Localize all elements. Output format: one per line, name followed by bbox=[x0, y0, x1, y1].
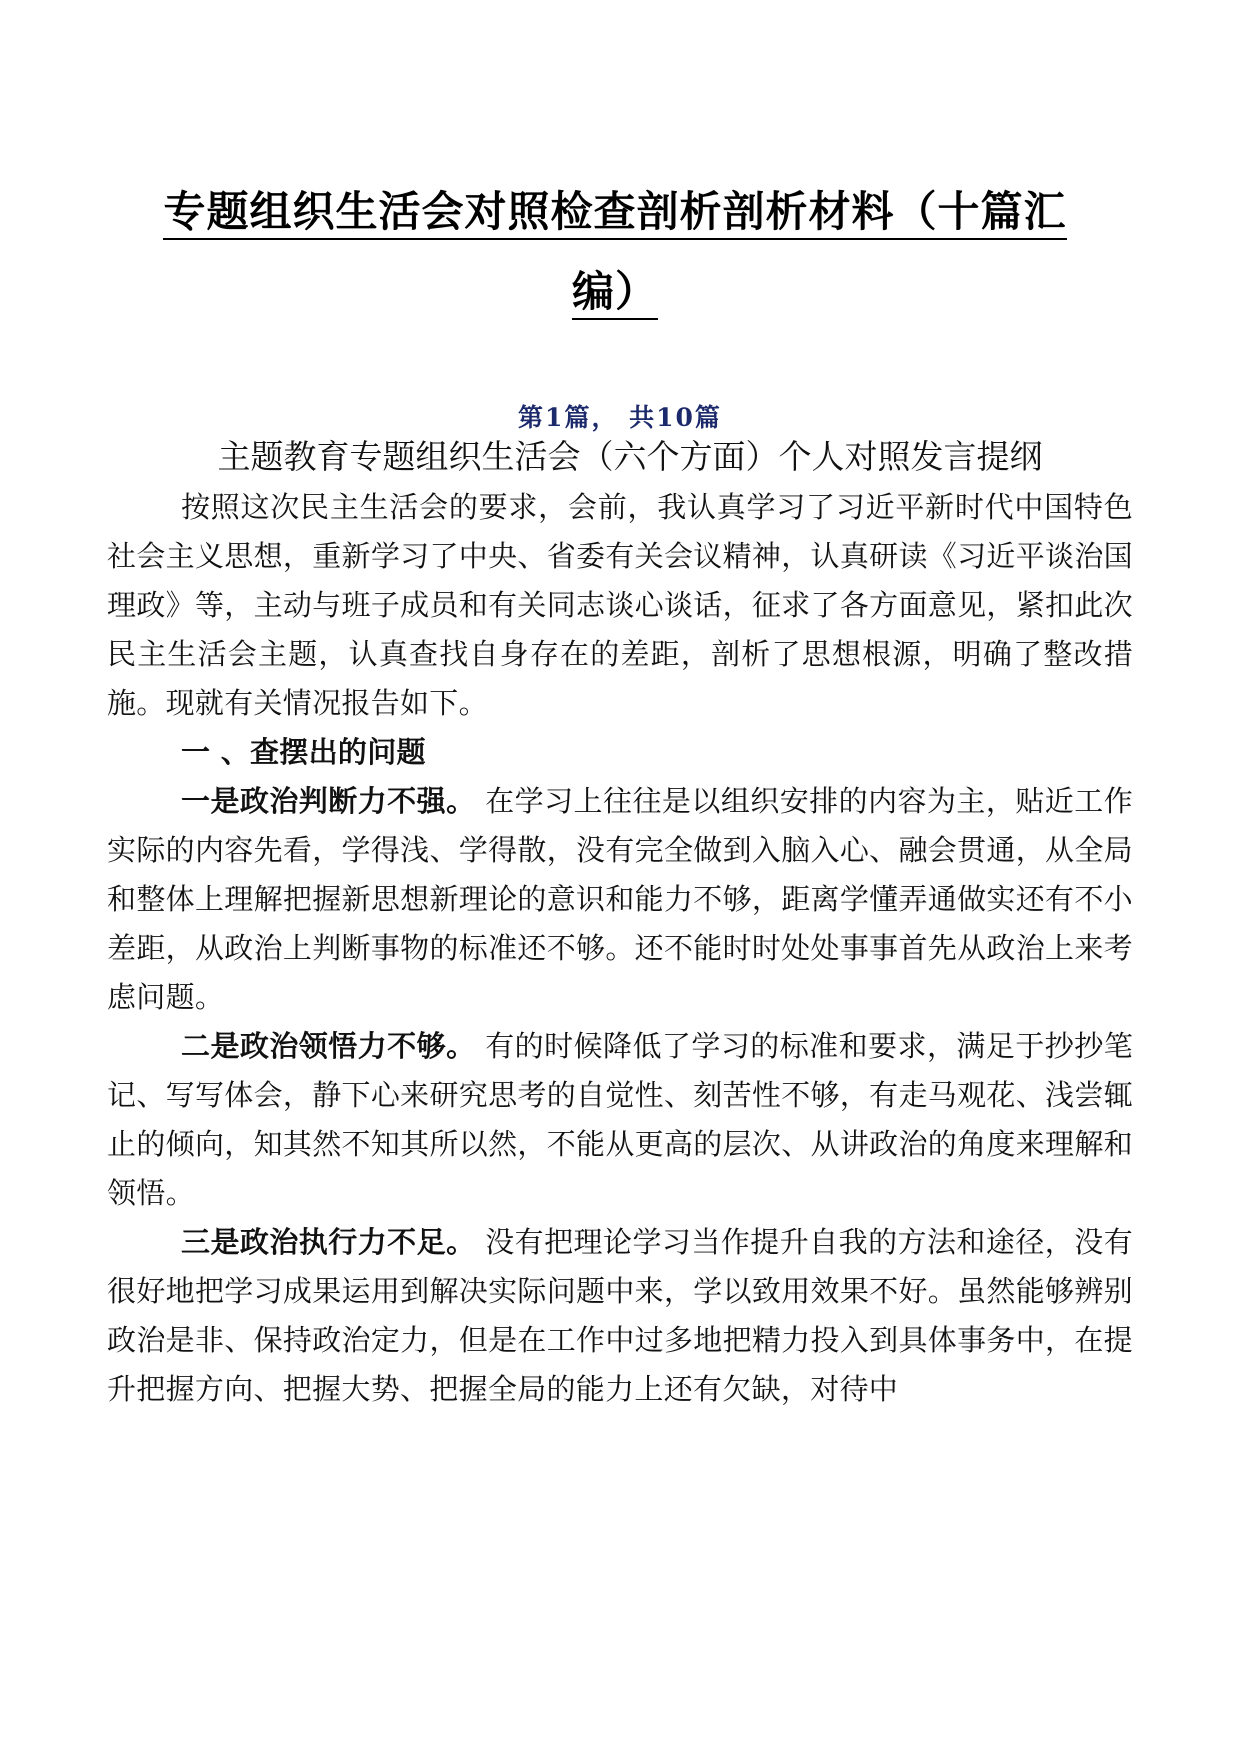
part-label: 第1篇， 共10篇 bbox=[518, 403, 722, 432]
section-heading: 一 、查摆出的问题 bbox=[181, 735, 426, 769]
document-body bbox=[107, 483, 1133, 1414]
document-title-text: 专题组织生活会对照检查剖析剖析材料（十篇汇编） bbox=[163, 187, 1066, 320]
point-text-1: 在学习上往往是以组织安排的内容为主，贴近工作实际的内容先看，学得浅、学得散，没有完全做到入脑入心、融会贯通，从全局和整体上理解把握新思想新理论的意识和能力不够，距离学懂弄通做实还有不小差距，从政治上判断事物的标准还不够。还不能时时处处事事首先从政治上来考虑问题。 bbox=[107, 784, 1133, 1014]
point-text-2: 有的时候降低了学习的标准和要求，满足于抄抄笔记、写写体会，静下心来研究思考的自觉性、刻苦性不够，有走马观花、浅尝辄止的倾向，知其然不知其所以然，不能从更高的层次、从讲政治的角度来理解和领悟。 bbox=[107, 1029, 1133, 1210]
document-title bbox=[140, 172, 1090, 332]
point-paragraph-3 bbox=[107, 1218, 1133, 1414]
intro-paragraph: 按照这次民主生活会的要求，会前，我认真学习了习近平新时代中国特色社会主义思想，重新学习了中央、省委有关会议精神，认真研读《习近平谈治国理政》等，主动与班子成员和有关同志谈心谈话，征求了各方面意见，紧扣此次民主生活会主题，认真查找自身存在的差距，剖析了思想根源，明确了整改措施。现就有关情况报告如下。 bbox=[107, 490, 1133, 720]
point-lead-1: 一是政治判断力不强。 bbox=[181, 784, 476, 818]
section-subtitle: 主题教育专题组织生活会（六个方面）个人对照发言提纲 bbox=[217, 437, 1043, 476]
point-text-3: 没有把理论学习当作提升自我的方法和途径，没有很好地把学习成果运用到解决实际问题中来，学以致用效果不好。虽然能够辨别政治是非、保持政治定力，但是在工作中过多地把精力投入到具体事务中，在提升把握方向、把握大势、把握全局的能力上还有欠缺，对待中 bbox=[107, 1225, 1133, 1406]
point-lead-2: 二是政治领悟力不够。 bbox=[181, 1029, 476, 1063]
point-paragraph-2 bbox=[107, 1022, 1133, 1218]
point-paragraph-1 bbox=[107, 777, 1133, 1022]
point-lead-3: 三是政治执行力不足。 bbox=[181, 1225, 476, 1259]
